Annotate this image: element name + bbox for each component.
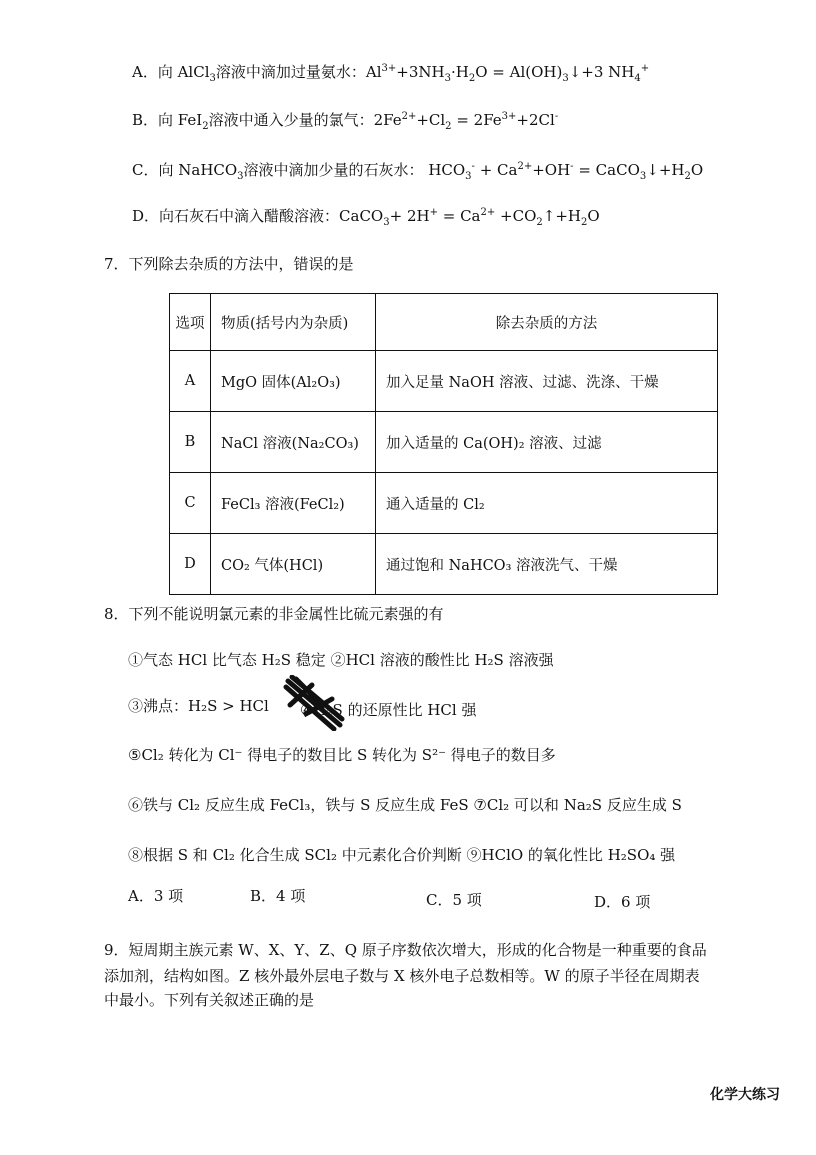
q8-option-a: A．3 项 — [128, 887, 184, 905]
q6-c-mid: 溶液中滴加少量的石灰水： HCO — [243, 161, 466, 179]
q6-d-co2: +CO — [495, 207, 537, 225]
q8-statement-5: ⑤Cl₂ 转化为 Cl⁻ 得电子的数目比 S 转化为 S²⁻ 得电子的数目多 — [128, 746, 556, 764]
q6-a-mid: 溶液中滴加过量氨水：Al — [215, 63, 382, 81]
q6-c-oh: +OH — [532, 161, 571, 179]
q9-line-3: 中最小。下列有关叙述正确的是 — [104, 991, 315, 1009]
q9-line-2: 添加剂，结构如图。Z 核外最外层电子数与 X 核外电子总数相等。W 的原子半径在周期表 — [104, 967, 700, 985]
q6-b-eq: = 2Fe — [451, 111, 502, 129]
q6-d-eq: = Ca — [437, 207, 481, 225]
handwritten-scribble-icon — [282, 675, 346, 731]
row-method: 加入适量的 Ca(OH)₂ 溶液、过滤 — [376, 412, 718, 473]
table-row — [170, 351, 718, 412]
q8-option-d: D．6 项 — [594, 893, 651, 911]
q6-c-end: O — [690, 161, 704, 179]
q6-option-b: B．向 FeI$_2$溶液中通入少量的氯气：$2Fe^{2+}+Cl_2 = 2Fe^{3+}+2Cl^-$ — [132, 111, 559, 132]
header-substance: 物质(括号内为杂质) — [211, 294, 376, 351]
table-row — [170, 412, 718, 473]
q6-d-end: O — [587, 207, 600, 225]
q6-b-cl: +Cl — [416, 111, 446, 129]
row-option: B — [170, 412, 211, 473]
q6-d-mid: + 2H — [389, 207, 430, 225]
q8-stem: 8．下列不能说明氯元素的非金属性比硫元素强的有 — [104, 605, 444, 623]
q8-option-b: B．4 项 — [250, 887, 306, 905]
q6-c-prefix: C．向 NaHCO — [132, 161, 238, 179]
q6-a-tail: ↓+3 NH — [568, 63, 635, 81]
row-method: 通入适量的 Cl₂ — [376, 473, 718, 534]
q6-c-tail: ↓+H — [646, 161, 685, 179]
row-substance: FeCl₃ 溶液(FeCl₂) — [211, 473, 376, 534]
q8-statement-3: ③沸点：H₂S > HCl — [128, 697, 269, 715]
q8-statement-1-2: ①气态 HCl 比气态 H₂S 稳定 ②HCl 溶液的酸性比 H₂S 溶液强 — [128, 651, 554, 669]
q6-b-tail: +2Cl — [516, 111, 555, 129]
table-header-row — [170, 294, 718, 351]
row-option: A — [170, 351, 211, 412]
q6-a-eq: +3NH — [396, 63, 445, 81]
q7-table — [169, 293, 718, 595]
q6-b-mid: 溶液中通入少量的氯气：2Fe — [208, 111, 402, 129]
q8-statement-4: ④H₂S 的还原性比 HCl 强 — [300, 701, 477, 719]
q6-d-tail: ↑+H — [542, 207, 581, 225]
q7-stem: 7．下列除去杂质的方法中，错误的是 — [104, 255, 354, 273]
header-option: 选项 — [170, 294, 211, 351]
row-method: 加入足量 NaOH 溶液、过滤、洗涤、干燥 — [376, 351, 718, 412]
footer-label: 化学大练习 — [710, 1087, 780, 1103]
q6-c-ca: + Ca — [474, 161, 518, 179]
row-method: 通过饱和 NaHCO₃ 溶液洗气、干燥 — [376, 534, 718, 595]
q6-a-rest: O = Al(OH) — [475, 63, 563, 81]
q6-d-prefix: D．向石灰石中滴入醋酸溶液：CaCO — [132, 207, 384, 225]
q6-option-a: A．向 AlCl$_3$溶液中滴加过量氨水：$Al^{3+}+3NH_3\cdot H_2O$ = $Al(OH)_3↓+3$ $NH_4^+$ — [132, 63, 650, 84]
q6-a-h2o: ·H — [450, 63, 469, 81]
q6-c-eq: = CaCO — [573, 161, 640, 179]
q9-line-1: 9．短周期主族元素 W、X、Y、Z、Q 原子序数依次增大，形成的化合物是一种重要的食品 — [104, 941, 707, 959]
q6-b-prefix: B．向 FeI — [132, 111, 203, 129]
table-row — [170, 473, 718, 534]
table-row — [170, 534, 718, 595]
q6-option-d: D．向石灰石中滴入醋酸溶液：CaCO$_3$+ $2H^+ = Ca^{2+}$ $+CO_2↑+H_2O$ — [132, 207, 600, 228]
row-substance: NaCl 溶液(Na₂CO₃) — [211, 412, 376, 473]
q6-option-c: C．向 NaHCO$_3$溶液中滴加少量的石灰水： $HCO_3^- + Ca^{2+}+OH^-$ = $CaCO_3↓+H_2O$ — [132, 161, 704, 182]
header-method: 除去杂质的方法 — [376, 294, 718, 351]
row-option: C — [170, 473, 211, 534]
row-substance: MgO 固体(Al₂O₃) — [211, 351, 376, 412]
row-option: D — [170, 534, 211, 595]
q8-statement-8-9: ⑧根据 S 和 Cl₂ 化合生成 SCl₂ 中元素化合价判断 ⑨HClO 的氧化性比 H₂SO₄ 强 — [128, 846, 676, 864]
q6-a-prefix: A．向 AlCl — [132, 63, 210, 81]
row-substance: CO₂ 气体(HCl) — [211, 534, 376, 595]
q8-option-c: C．5 项 — [426, 891, 482, 909]
q8-statement-6-7: ⑥铁与 Cl₂ 反应生成 FeCl₃，铁与 S 反应生成 FeS ⑦Cl₂ 可以和 Na₂S 反应生成 S — [128, 796, 682, 814]
